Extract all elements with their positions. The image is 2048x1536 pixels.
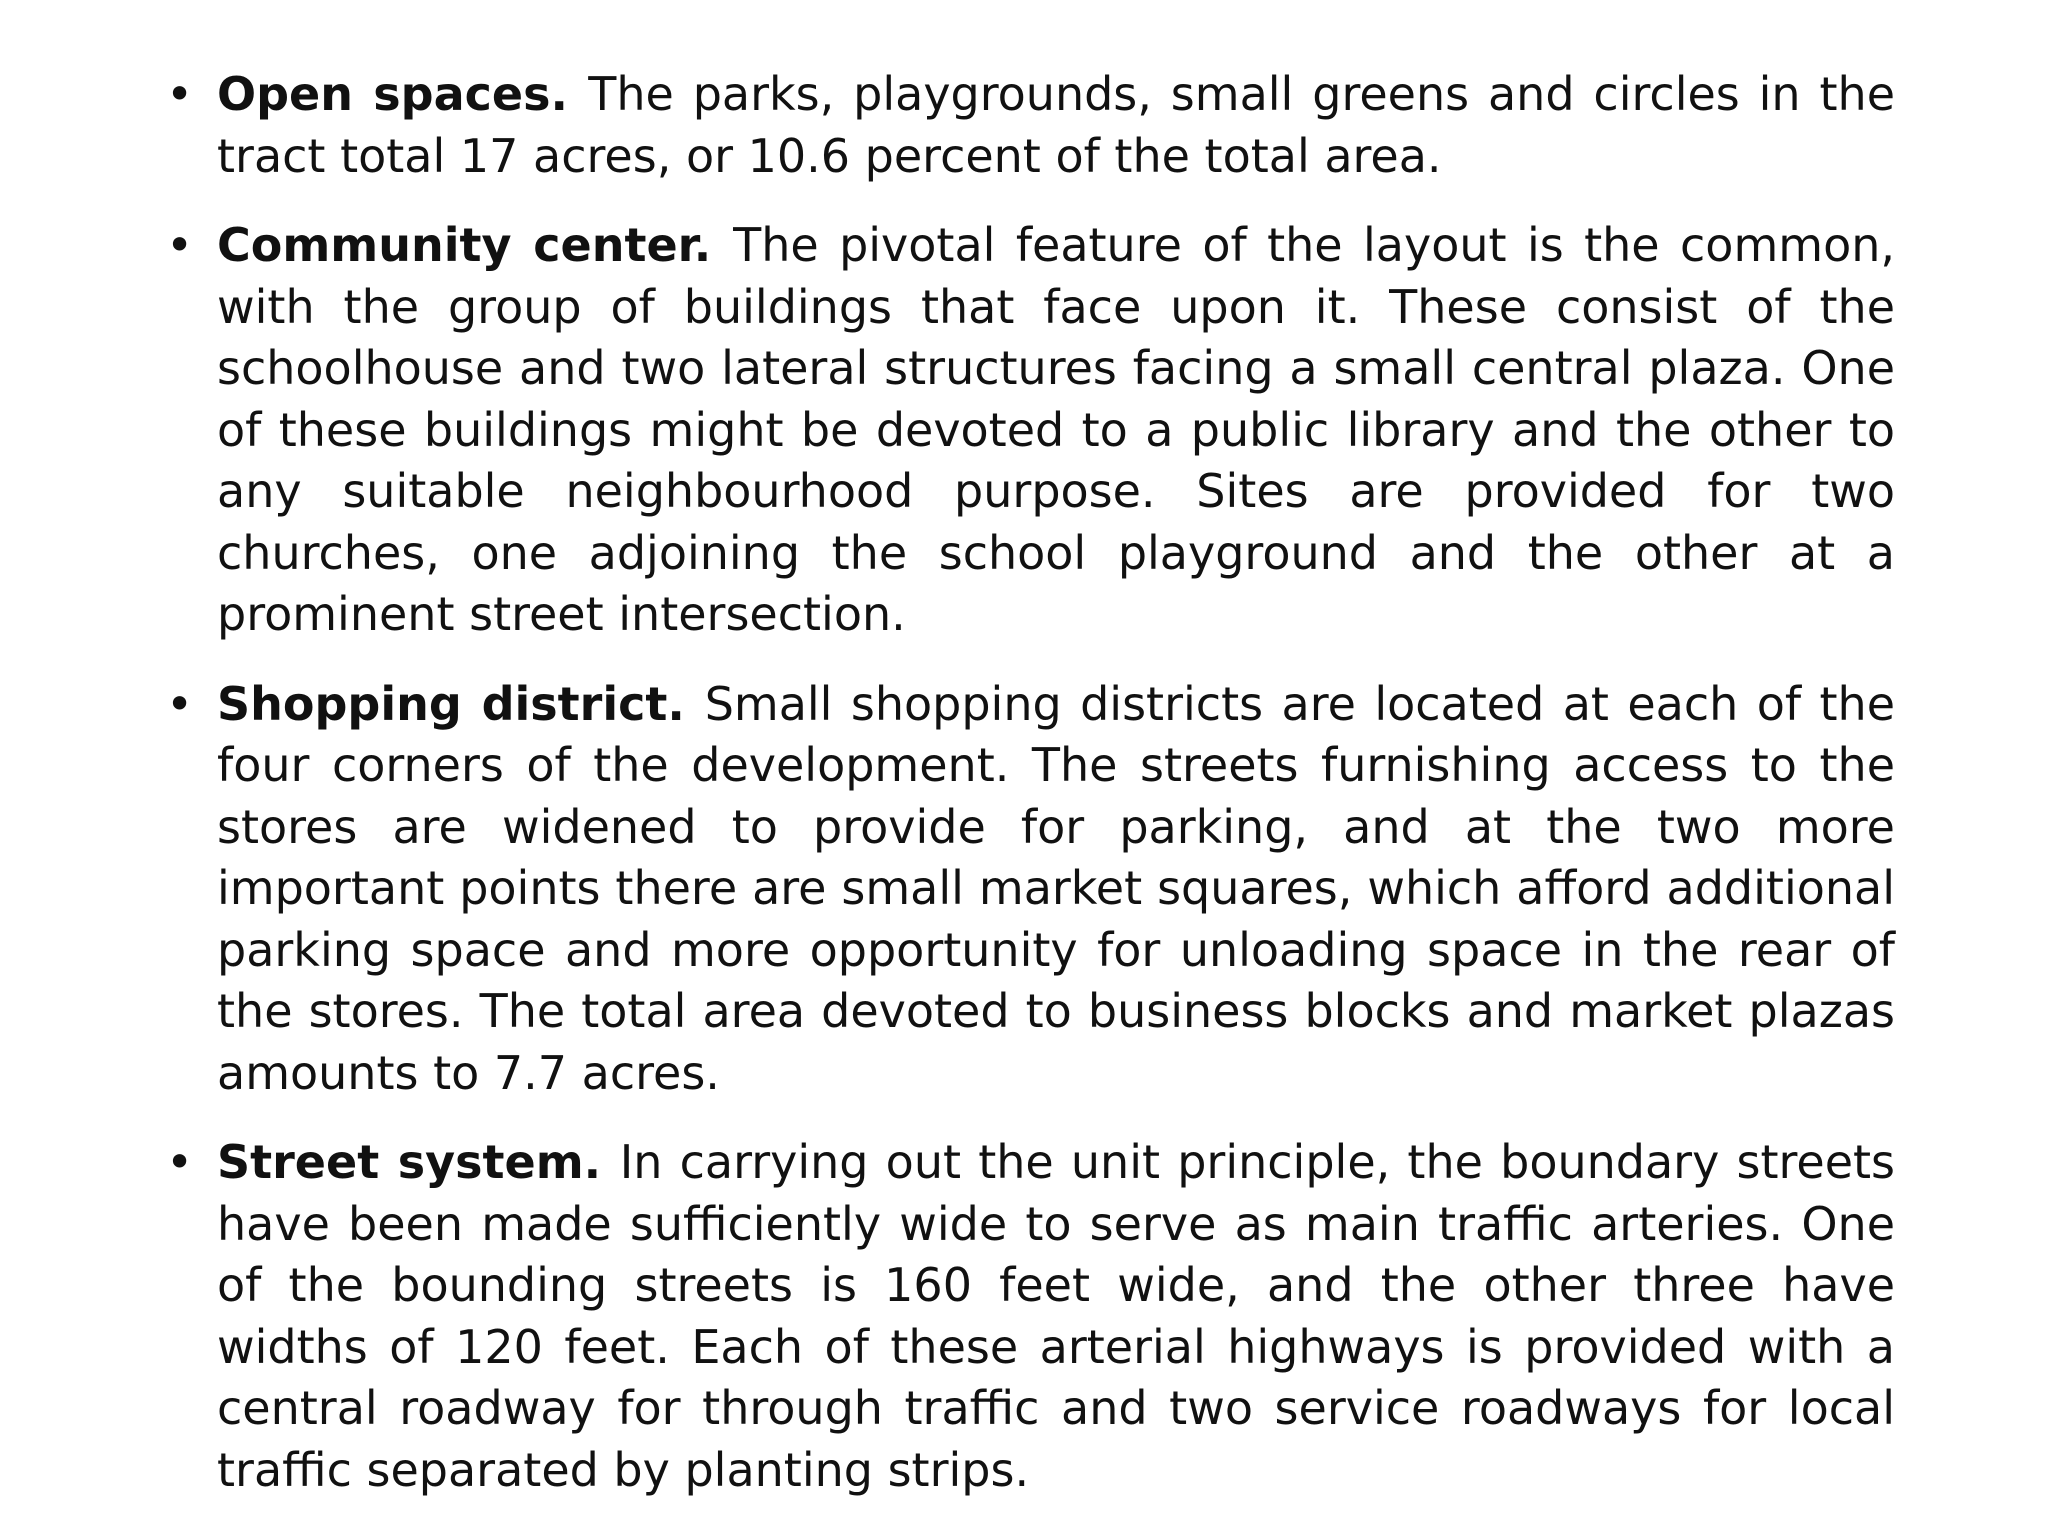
bullet-heading: Open spaces.	[217, 67, 589, 121]
bullet-dot-icon: •	[166, 676, 194, 731]
bullet-open-spaces	[166, 64, 1895, 187]
bullet-text: The pivotal feature of the layout is the common, with the group of buildings that face upon it. These consist of the schoolhouse and two lateral structures facing a small central plaza. One of these buildings might be devoted to a public library and the other to any suitable neighbourhood purpose. Sites are provided for two churches, one adjoining the school playground and the other at a prominent street intersection.	[217, 218, 1895, 641]
bullet-street-system	[166, 1132, 1895, 1501]
bullet-shopping-district	[166, 674, 1895, 1105]
bullet-heading: Shopping district.	[217, 676, 705, 731]
bullet-dot-icon: •	[166, 218, 194, 272]
bullet-community-center	[166, 215, 1895, 646]
bullet-dot-icon: •	[166, 1135, 194, 1189]
bullet-text: The parks, playgrounds, small greens and circles in the tract total 17 acres, or 10.6 percent of the total area.	[217, 67, 1895, 183]
bullet-dot-icon: •	[166, 67, 194, 121]
bullet-text: Small shopping districts are located at each of the four corners of the development. The streets furnishing access to the stores are widened to provide for parking, and at the two more important points there are small market squares, which afford additional parking space and more opportunity for unloading space in the rear of the stores. The total area devoted to business blocks and market plazas amounts to 7.7 acres.	[217, 676, 1895, 1100]
bullet-heading: Street system.	[217, 1135, 620, 1189]
bullet-list	[166, 64, 1895, 1529]
bullet-text: In carrying out the unit principle, the boundary streets have been made sufficiently wide to serve as main traffic arteries. One of the bounding streets is 160 feet wide, and the other three have widths of 120 feet. Each of these arterial highways is provided with a central roadway for through traffic and two service roadways for local traffic separated by planting strips.	[217, 1135, 1895, 1497]
bullet-heading: Community center.	[217, 218, 734, 272]
